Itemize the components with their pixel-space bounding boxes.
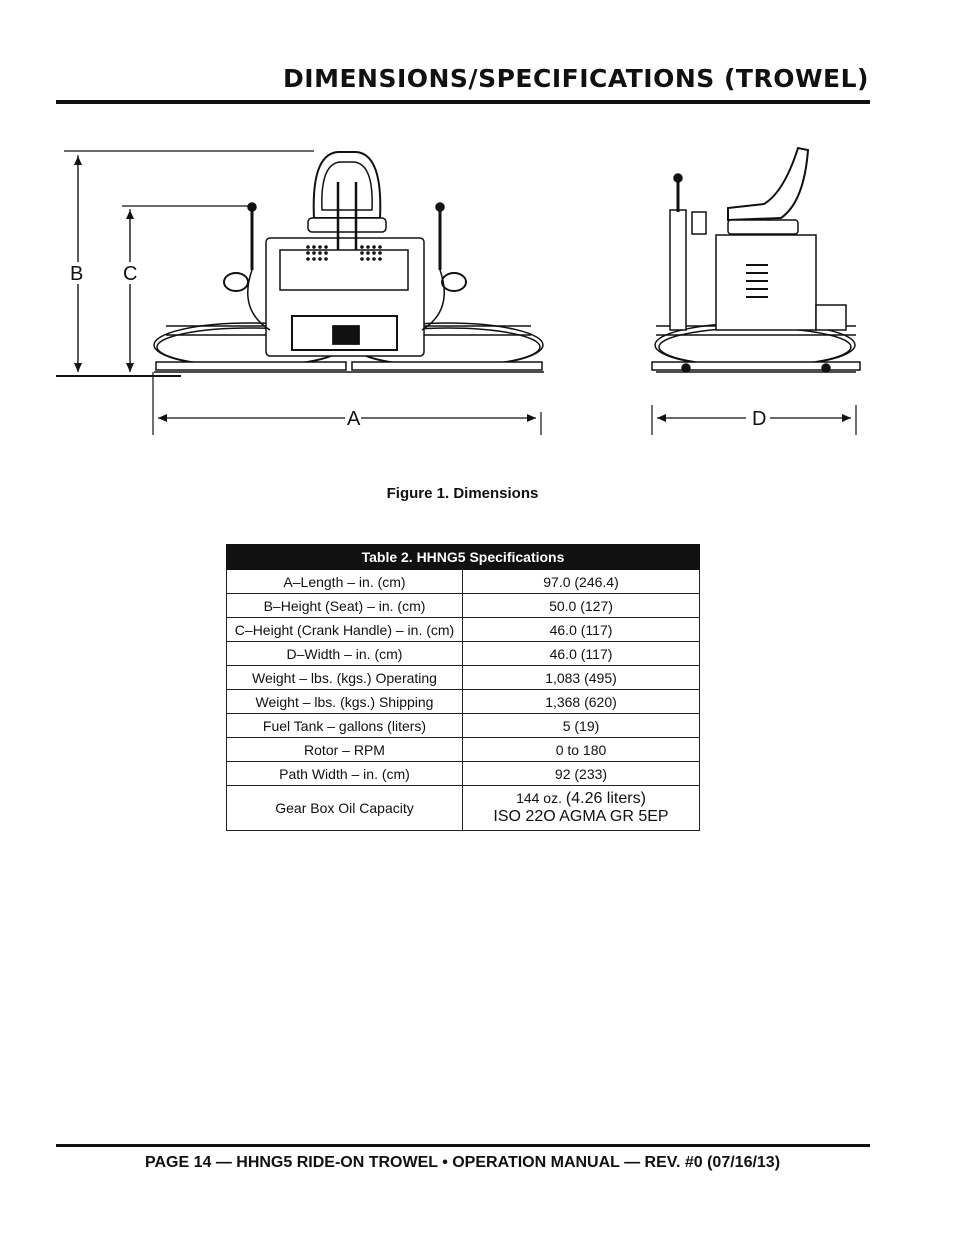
table-title: Table 2. HHNG5 Specifications	[227, 545, 700, 570]
spec-label: Weight – lbs. (kgs.) Operating	[227, 666, 463, 690]
spec-label: Path Width – in. (cm)	[227, 762, 463, 786]
page-footer: PAGE 14 — HHNG5 RIDE-ON TROWEL • OPERATION MANUAL — REV. #0 (07/16/13)	[144, 1154, 781, 1171]
spec-label: Fuel Tank – gallons (liters)	[227, 714, 463, 738]
spec-value: 5 (19)	[463, 714, 700, 738]
footer-rule	[56, 1144, 870, 1147]
spec-label: A–Length – in. (cm)	[227, 570, 463, 594]
spec-value: 46.0 (117)	[463, 642, 700, 666]
dim-label-b: B	[70, 263, 84, 285]
spec-value: 0 to 180	[463, 738, 700, 762]
spec-table	[226, 544, 700, 831]
spec-value: 97.0 (246.4)	[463, 570, 700, 594]
oil-value-oz: 144 oz.	[516, 790, 566, 806]
table-row	[227, 666, 700, 690]
side-view-drawing	[652, 148, 860, 372]
table-row	[227, 690, 700, 714]
spec-value: 50.0 (127)	[463, 594, 700, 618]
spec-label: C–Height (Crank Handle) – in. (cm)	[227, 618, 463, 642]
dim-label-a: A	[347, 408, 361, 430]
spec-label: D–Width – in. (cm)	[227, 642, 463, 666]
dim-label-d: D	[752, 408, 767, 430]
table-row-oil	[227, 786, 700, 831]
page-title: DIMENSIONS/SPECIFICATIONS (TROWEL)	[283, 64, 869, 93]
table-row	[227, 594, 700, 618]
table-row	[227, 642, 700, 666]
spec-label: Weight – lbs. (kgs.) Shipping	[227, 690, 463, 714]
header-rule	[56, 100, 870, 104]
spec-label: Rotor – RPM	[227, 738, 463, 762]
oil-value-liters: (4.26 liters)	[565, 790, 646, 807]
table-row	[227, 570, 700, 594]
dim-label-c: C	[123, 263, 138, 285]
table-row	[227, 738, 700, 762]
spec-label: B–Height (Seat) – in. (cm)	[227, 594, 463, 618]
spec-value: 1,368 (620)	[463, 690, 700, 714]
oil-value	[463, 786, 700, 831]
table-row	[227, 714, 700, 738]
spec-value: 92 (233)	[463, 762, 700, 786]
table-row	[227, 762, 700, 786]
oil-grade: ISO 22O AGMA GR 5EP	[493, 808, 669, 825]
oil-label: Gear Box Oil Capacity	[227, 786, 463, 831]
spec-value: 1,083 (495)	[463, 666, 700, 690]
spec-value: 46.0 (117)	[463, 618, 700, 642]
dimensions-figure	[56, 140, 870, 445]
table-row	[227, 618, 700, 642]
figure-caption: Figure 1. Dimensions	[386, 485, 539, 502]
